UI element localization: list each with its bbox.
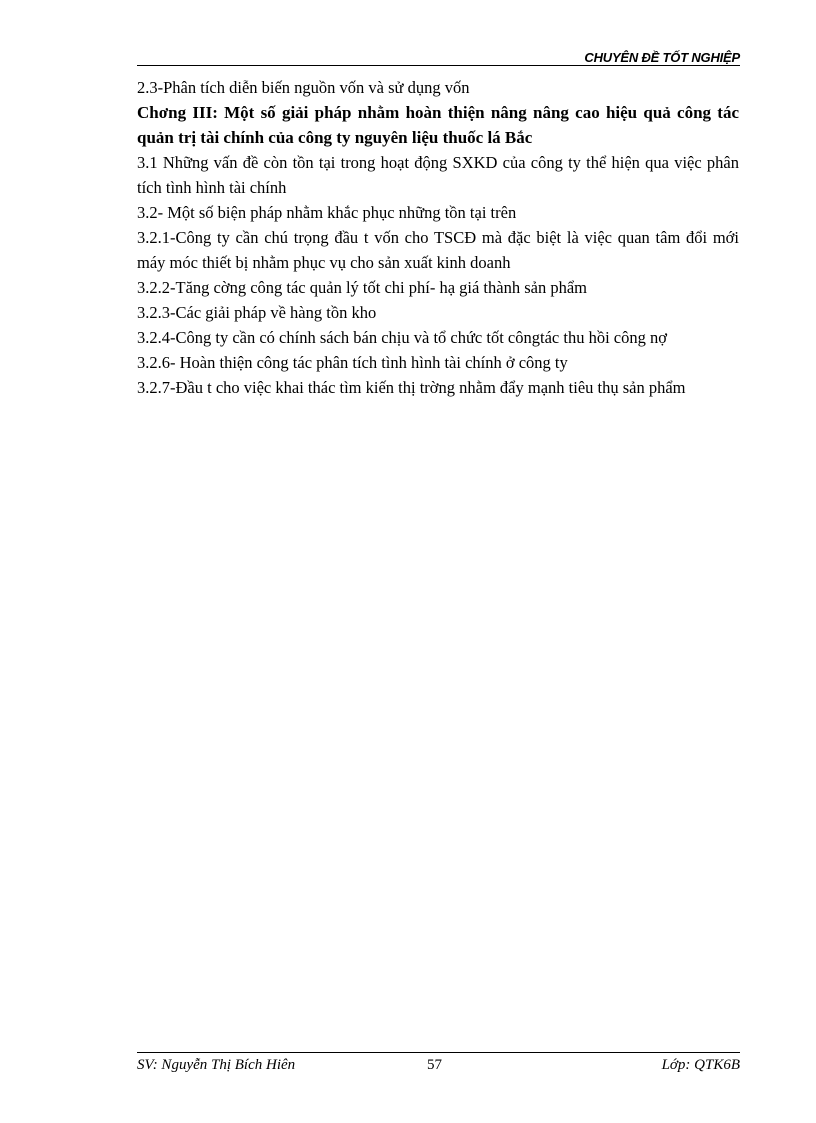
chapter-heading: Chơng III: Một số giải pháp nhằm hoàn thiện nâng nâng cao hiệu quả công tác quản trị tài chính của công ty nguyên liệu thuốc lá Bắc bbox=[137, 103, 739, 147]
toc-item-3-2-6: 3.2.6- Hoàn thiện công tác phân tích tình hình tài chính ở công ty bbox=[137, 353, 568, 372]
header-title: CHUYÊN ĐỀ TỐT NGHIỆP bbox=[580, 50, 740, 65]
toc-item-3-2-7: 3.2.7-Đầu t cho việc khai thác tìm kiến thị trờng nhằm đẩy mạnh tiêu thụ sản phẩm bbox=[137, 378, 686, 397]
toc-item-3-2: 3.2- Một số biện pháp nhằm khắc phục những tồn tại trên bbox=[137, 203, 517, 222]
student-name: SV: Nguyễn Thị Bích Hiên bbox=[137, 1057, 296, 1073]
page-footer bbox=[137, 1052, 740, 1077]
document-body bbox=[137, 75, 739, 400]
toc-item-3-2-2: 3.2.2-Tăng cờng công tác quản lý tốt chi phí- hạ giá thành sản phẩm bbox=[137, 278, 587, 297]
toc-item-3-2-1: 3.2.1-Công ty cần chú trọng đầu t vốn cho TSCĐ mà đặc biệt là việc quan tâm đổi mới máy móc thiết bị nhằm phục vụ cho sản xuất kinh doanh bbox=[137, 228, 739, 272]
toc-item-3-2-3: 3.2.3-Các giải pháp về hàng tồn kho bbox=[137, 303, 377, 322]
class-code: Lớp: QTK6B bbox=[661, 1057, 740, 1073]
toc-item-2-3: 2.3-Phân tích diễn biến nguồn vốn và sử dụng vốn bbox=[137, 78, 470, 97]
page-header bbox=[137, 48, 740, 68]
toc-item-3-2-4: 3.2.4-Công ty cần có chính sách bán chịu và tổ chức tốt côngtác thu hồi công nợ bbox=[137, 328, 667, 347]
toc-item-3-1: 3.1 Những vấn đề còn tồn tại trong hoạt động SXKD của công ty thể hiện qua việc phân tích tình hình tài chính bbox=[137, 153, 739, 197]
header-rule bbox=[137, 65, 740, 66]
page-number: 57 bbox=[427, 1057, 442, 1073]
